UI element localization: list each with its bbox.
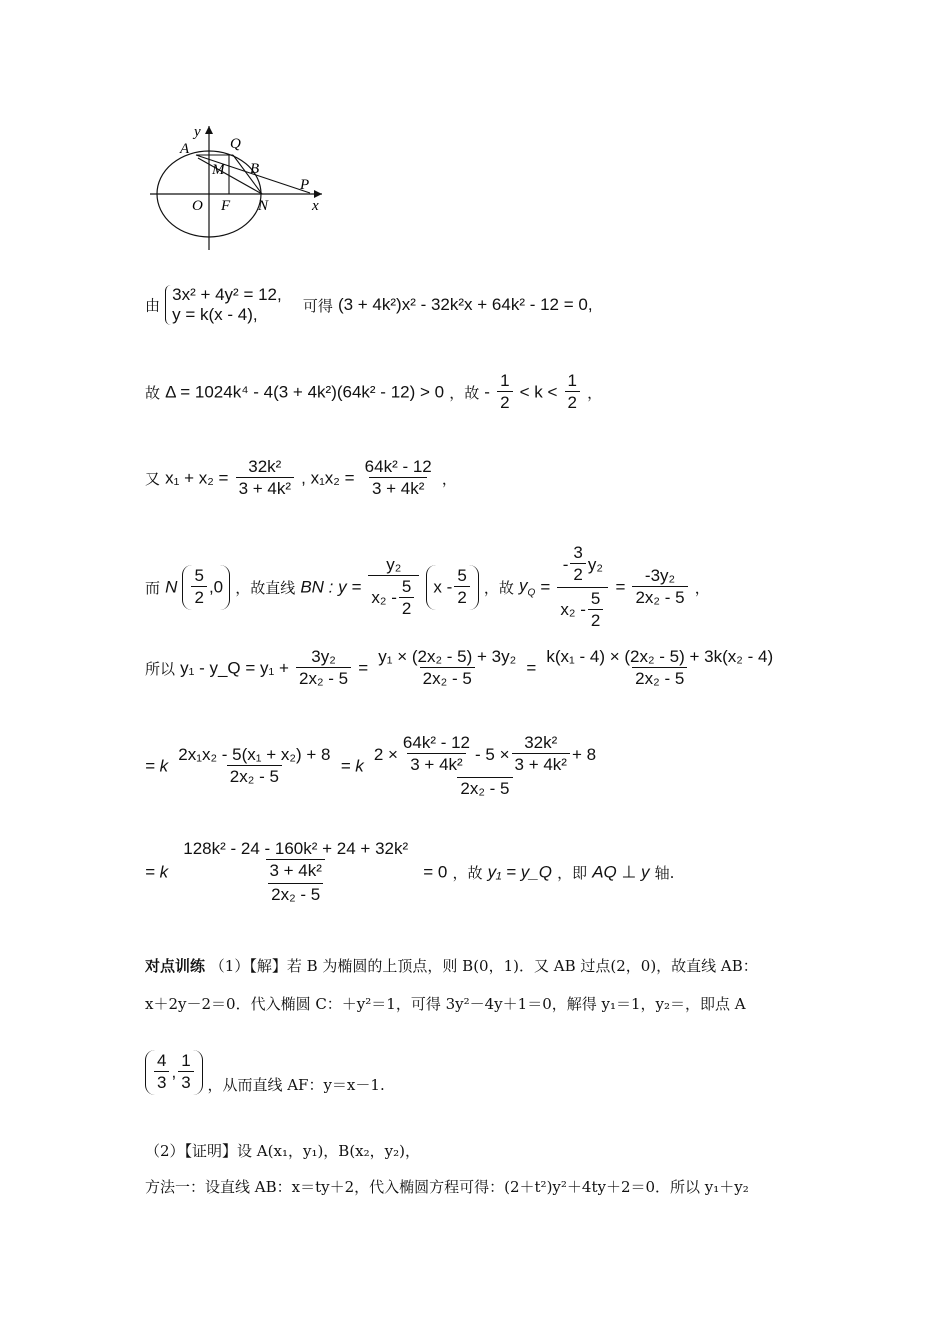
eq4-eq2: = [615, 577, 626, 597]
bn-equation: BN : y = [300, 577, 362, 597]
x-axis-arrow [314, 190, 322, 198]
den-a: x₂ - [371, 588, 397, 608]
frac-num: 128k² - 24 - 160k² + 24 + 32k² [183, 839, 409, 858]
proof-line-2: 方法一：设直线 AB：x＝ty＋2，代入椭圆方程可得：(2＋t²)y²＋4ty＋2＝0．所以 y₁＋y₂ [145, 1178, 749, 1196]
eq5-eq1: = [358, 658, 369, 678]
system-line-1: 3x² + 4y² = 12, [172, 285, 282, 304]
label-y: y [194, 124, 201, 140]
eq7-t3: 轴. [654, 864, 675, 883]
yq-sub: Q [527, 587, 536, 599]
inner-frac [180, 838, 411, 883]
yq-result [632, 565, 687, 610]
eq3-end: ， [441, 470, 457, 489]
frac-num: 32k² [248, 457, 282, 476]
frac-den: 2 [565, 391, 580, 415]
frac-den [368, 575, 419, 621]
eq2-end: ， [587, 384, 603, 403]
frac-den: 2 [570, 563, 585, 587]
ellipse-figure [140, 118, 330, 258]
inequality: < k < [519, 382, 558, 402]
frac-den: 2x₂ - 5 [457, 777, 512, 801]
fraction-half-2 [565, 370, 580, 415]
product-fraction [362, 456, 435, 501]
frac-num: 1 [181, 1051, 191, 1070]
eq7-t1: ，故 [452, 864, 483, 883]
eq2-prefix: 故 [145, 384, 161, 403]
den-a: x₂ - [560, 600, 586, 620]
frac-num: k(x₁ - 4) × (2x₂ - 5) + 3k(x₂ - 4) [546, 647, 774, 666]
y-axis-arrow [205, 126, 213, 134]
eq4-end: ， [694, 579, 710, 598]
yq-y: y [518, 576, 528, 596]
practice-line-2: x＋2y－2＝0．代入椭圆 C：＋y²＝1，可得 3y²－4y＋1＝0，解得 y₁＝1，y₂＝，即点 A [145, 995, 746, 1013]
equation-system [145, 285, 593, 325]
label-f: F [221, 198, 231, 214]
label-a: A [180, 141, 190, 157]
eq4-text2: ，故 [483, 579, 514, 598]
k-2: = k [340, 756, 364, 776]
point-n-label: N [165, 577, 178, 597]
eq1-prefix: 由 [145, 296, 161, 315]
num-mid: - 5 × [475, 744, 510, 764]
point-a-coord: $\frac{4}{3}$ , $\frac{1}{3}$ [145, 1050, 203, 1095]
frac-num: 2x₁x₂ - 5(x₁ + x₂) + 8 [178, 744, 331, 764]
label-b: B [250, 161, 260, 177]
difference-line [145, 646, 778, 691]
frac-den: 2 [454, 586, 469, 610]
eq2-mid: ，故 [449, 384, 480, 403]
discriminant: Δ = 1024k⁴ - 4(3 + 4k²)(64k² - 12) > 0 [165, 382, 445, 402]
frac-den: 2x₂ - 5 [632, 667, 687, 691]
frac-den: 3 [178, 1071, 193, 1095]
system-line-2: y = k(x - 4), [172, 305, 258, 324]
frac-den: 3 + 4k² [512, 753, 570, 777]
eq4-prefix: 而 [145, 579, 161, 598]
frac-den: 2x₂ - 5 [268, 883, 323, 907]
frac-num: 5 [590, 589, 601, 609]
frac-1 [296, 646, 351, 691]
label-m: M [212, 162, 225, 178]
slope-fraction [368, 554, 419, 621]
frac-num: 64k² - 12 [402, 733, 471, 752]
practice-heading: 对点训练 [145, 957, 206, 975]
frac-num [560, 542, 606, 587]
n-fraction [191, 565, 206, 610]
frac-num [175, 838, 416, 883]
den-frac [399, 576, 414, 621]
frac-num: -3y₂ [644, 566, 676, 586]
eq7-t2: ，即 [557, 864, 588, 883]
eq4-eq: = [540, 577, 551, 597]
eq5-prefix: 所以 [145, 660, 176, 679]
frac-num: 64k² - 12 [364, 457, 432, 476]
paren-a: x - [433, 577, 453, 597]
paren-frac [454, 565, 469, 610]
frac-substituted [371, 732, 599, 801]
fraction-half [497, 370, 512, 415]
conclusion-line [145, 838, 674, 907]
k-3: = k [145, 862, 169, 882]
eq2-neg: - [484, 382, 490, 402]
frac-num: 3y₂ [311, 647, 336, 666]
frac-den [557, 587, 608, 633]
yq-label [518, 576, 536, 599]
product-lhs: , x₁x₂ = [301, 468, 355, 488]
num-a: 2 × [373, 744, 398, 764]
frac-den: 2x₂ - 5 [420, 667, 475, 691]
frac-num: 32k² [524, 733, 558, 752]
frac-den: 3 + 4k² [407, 753, 465, 777]
eq5-eq2: = [526, 658, 537, 678]
practice-line-3 [145, 1050, 385, 1095]
frac-num: 5 [457, 566, 467, 586]
frac-num: 4 [157, 1051, 167, 1070]
frac-den: 2x₂ - 5 [227, 765, 282, 789]
frac-den: 2 [497, 391, 512, 415]
eq1-result: (3 + 4k²)x² - 32k²x + 64k² - 12 = 0, [337, 295, 593, 314]
line-bn [145, 542, 710, 633]
a-frac-1 [154, 1050, 169, 1095]
inner-frac [400, 732, 473, 777]
sum-lhs: x₁ + x₂ = [165, 468, 229, 488]
label-n: N [258, 198, 269, 214]
a-frac-2 [178, 1050, 193, 1095]
yq-fraction [557, 542, 608, 633]
frac-num: 3 [573, 543, 583, 562]
vieta-line [145, 456, 457, 501]
eq3-prefix: 又 [145, 470, 161, 489]
eq1-mid: 可得 [302, 296, 333, 315]
proof-line-1: （2）【证明】设 A(x₁，y₁)，B(x₂，y₂)， [145, 1142, 420, 1160]
label-o: O [192, 198, 203, 214]
frac-den: 3 [154, 1071, 169, 1095]
frac-num: y₂ [386, 554, 402, 574]
frac-num: y₁ × (2x₂ - 5) + 3y₂ [378, 647, 517, 666]
eq5-lhs: y₁ - y_Q = y₁ + [180, 658, 289, 678]
frac-den: 2 [191, 586, 206, 610]
label-q: Q [230, 136, 241, 152]
practice-line-1 [145, 955, 758, 976]
practice-text-1: （1）【解】若 B 为椭圆的上顶点，则 B(0，1)．又 AB 过点(2，0)，故直线 AB： [209, 957, 758, 975]
practice-text-3: ，从而直线 AF：y＝x－1. [207, 1076, 385, 1095]
num-tail: + 8 [571, 744, 597, 764]
eq4-text1: ，故直线 [235, 579, 296, 598]
y-equal: y₁ = y_Q [487, 862, 552, 882]
discriminant-line [145, 370, 602, 415]
inner-frac [512, 732, 570, 777]
point-n-coord [182, 565, 230, 610]
frac-den: 2x₂ - 5 [632, 586, 687, 610]
k-1: = k [145, 756, 169, 776]
label-x: x [312, 198, 319, 214]
inner-frac [588, 588, 603, 633]
equation-brace [165, 285, 282, 325]
zero: = 0 [423, 862, 448, 882]
frac-2 [375, 646, 519, 691]
frac-den: 3 + 4k² [266, 859, 324, 883]
frac-num [371, 732, 599, 777]
frac-final [175, 838, 416, 907]
sum-fraction [236, 456, 294, 501]
paren-expr [426, 565, 478, 610]
frac-den: 2 [588, 609, 603, 633]
frac-num: 1 [567, 371, 577, 390]
frac-den: 3 + 4k² [236, 477, 294, 501]
k-expansion-line [145, 732, 601, 801]
inner-frac [570, 542, 585, 587]
frac-3 [543, 646, 776, 691]
frac-vieta [175, 744, 333, 789]
frac-den: 2x₂ - 5 [296, 667, 351, 691]
num-y: y₂ [587, 554, 603, 574]
frac-num: 5 [401, 577, 412, 597]
frac-den: 3 + 4k² [369, 477, 427, 501]
frac-num: 1 [500, 371, 510, 390]
frac-den: 2 [399, 597, 414, 621]
frac-num: 5 [194, 566, 204, 586]
neg: - [562, 554, 569, 574]
perpendicular: AQ ⊥ y [592, 862, 650, 882]
label-p: P [300, 177, 310, 193]
n-tail: ,0 [208, 577, 224, 597]
